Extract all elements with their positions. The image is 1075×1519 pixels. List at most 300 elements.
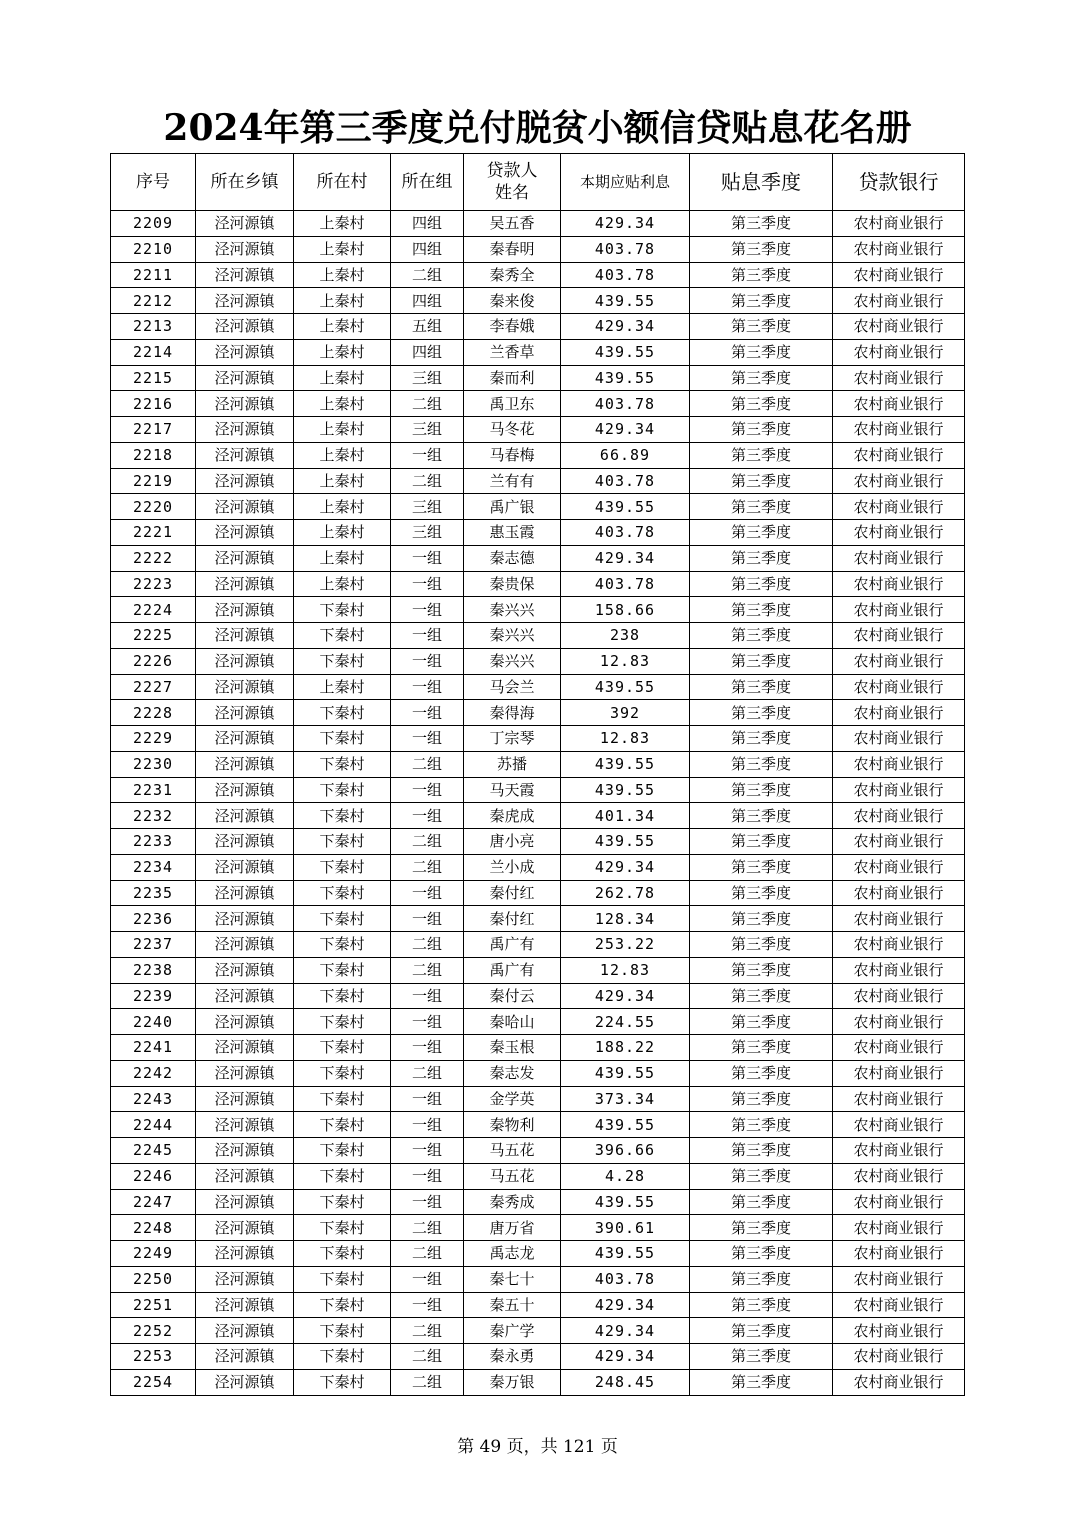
quarter-cell: 第三季度 bbox=[690, 288, 833, 314]
group-cell: 一组 bbox=[391, 803, 464, 829]
town-cell: 泾河源镇 bbox=[196, 1035, 294, 1061]
village-cell: 下秦村 bbox=[294, 726, 391, 752]
interest-cell: 429.34 bbox=[561, 1344, 690, 1370]
seq-cell: 2233 bbox=[111, 829, 196, 855]
interest-cell: 403.78 bbox=[561, 236, 690, 262]
village-cell: 下秦村 bbox=[294, 1163, 391, 1189]
seq-cell: 2235 bbox=[111, 880, 196, 906]
village-cell: 下秦村 bbox=[294, 1189, 391, 1215]
group-cell: 二组 bbox=[391, 391, 464, 417]
interest-cell: 392 bbox=[561, 700, 690, 726]
village-cell: 上秦村 bbox=[294, 674, 391, 700]
seq-cell: 2212 bbox=[111, 288, 196, 314]
bank-cell: 农村商业银行 bbox=[833, 1112, 965, 1138]
village-cell: 上秦村 bbox=[294, 211, 391, 237]
group-cell: 一组 bbox=[391, 700, 464, 726]
town-cell: 泾河源镇 bbox=[196, 520, 294, 546]
quarter-cell: 第三季度 bbox=[690, 983, 833, 1009]
quarter-cell: 第三季度 bbox=[690, 211, 833, 237]
borrower-cell: 秦兴兴 bbox=[464, 597, 561, 623]
seq-cell: 2225 bbox=[111, 623, 196, 649]
quarter-cell: 第三季度 bbox=[690, 880, 833, 906]
table-row bbox=[111, 829, 965, 855]
borrower-cell: 马会兰 bbox=[464, 674, 561, 700]
borrower-cell: 秦得海 bbox=[464, 700, 561, 726]
village-cell: 下秦村 bbox=[294, 700, 391, 726]
table-row bbox=[111, 262, 965, 288]
seq-cell: 2240 bbox=[111, 1009, 196, 1035]
borrower-cell: 李春娥 bbox=[464, 314, 561, 340]
group-cell: 二组 bbox=[391, 957, 464, 983]
table-row bbox=[111, 571, 965, 597]
town-cell: 泾河源镇 bbox=[196, 494, 294, 520]
borrower-cell: 秦万银 bbox=[464, 1369, 561, 1395]
town-cell: 泾河源镇 bbox=[196, 1060, 294, 1086]
group-cell: 一组 bbox=[391, 777, 464, 803]
table-row bbox=[111, 442, 965, 468]
town-cell: 泾河源镇 bbox=[196, 854, 294, 880]
seq-cell: 2251 bbox=[111, 1292, 196, 1318]
seq-cell: 2222 bbox=[111, 545, 196, 571]
group-cell: 二组 bbox=[391, 1241, 464, 1267]
table-row bbox=[111, 1138, 965, 1164]
quarter-cell: 第三季度 bbox=[690, 803, 833, 829]
borrower-cell: 秦来俊 bbox=[464, 288, 561, 314]
seq-cell: 2210 bbox=[111, 236, 196, 262]
village-cell: 下秦村 bbox=[294, 1035, 391, 1061]
group-cell: 一组 bbox=[391, 1189, 464, 1215]
village-cell: 下秦村 bbox=[294, 983, 391, 1009]
seq-cell: 2248 bbox=[111, 1215, 196, 1241]
village-cell: 上秦村 bbox=[294, 468, 391, 494]
seq-cell: 2220 bbox=[111, 494, 196, 520]
table-row bbox=[111, 597, 965, 623]
bank-cell: 农村商业银行 bbox=[833, 1035, 965, 1061]
town-cell: 泾河源镇 bbox=[196, 1369, 294, 1395]
interest-cell: 4.28 bbox=[561, 1163, 690, 1189]
seq-cell: 2232 bbox=[111, 803, 196, 829]
seq-cell: 2226 bbox=[111, 648, 196, 674]
town-cell: 泾河源镇 bbox=[196, 648, 294, 674]
bank-cell: 农村商业银行 bbox=[833, 468, 965, 494]
bank-cell: 农村商业银行 bbox=[833, 932, 965, 958]
quarter-cell: 第三季度 bbox=[690, 236, 833, 262]
bank-cell: 农村商业银行 bbox=[833, 880, 965, 906]
table-row bbox=[111, 1086, 965, 1112]
town-cell: 泾河源镇 bbox=[196, 1215, 294, 1241]
bank-cell: 农村商业银行 bbox=[833, 494, 965, 520]
village-cell: 下秦村 bbox=[294, 751, 391, 777]
seq-cell: 2238 bbox=[111, 957, 196, 983]
bank-cell: 农村商业银行 bbox=[833, 365, 965, 391]
quarter-cell: 第三季度 bbox=[690, 777, 833, 803]
group-cell: 一组 bbox=[391, 1163, 464, 1189]
seq-cell: 2249 bbox=[111, 1241, 196, 1267]
town-cell: 泾河源镇 bbox=[196, 1086, 294, 1112]
header-seq: 序号 bbox=[111, 154, 196, 211]
bank-cell: 农村商业银行 bbox=[833, 571, 965, 597]
town-cell: 泾河源镇 bbox=[196, 571, 294, 597]
quarter-cell: 第三季度 bbox=[690, 1318, 833, 1344]
village-cell: 上秦村 bbox=[294, 339, 391, 365]
seq-cell: 2246 bbox=[111, 1163, 196, 1189]
interest-cell: 429.34 bbox=[561, 314, 690, 340]
seq-cell: 2234 bbox=[111, 854, 196, 880]
town-cell: 泾河源镇 bbox=[196, 1112, 294, 1138]
town-cell: 泾河源镇 bbox=[196, 674, 294, 700]
town-cell: 泾河源镇 bbox=[196, 957, 294, 983]
village-cell: 下秦村 bbox=[294, 1241, 391, 1267]
bank-cell: 农村商业银行 bbox=[833, 236, 965, 262]
quarter-cell: 第三季度 bbox=[690, 1215, 833, 1241]
table-row bbox=[111, 1163, 965, 1189]
town-cell: 泾河源镇 bbox=[196, 314, 294, 340]
table-row bbox=[111, 520, 965, 546]
interest-cell: 429.34 bbox=[561, 1292, 690, 1318]
interest-cell: 12.83 bbox=[561, 648, 690, 674]
bank-cell: 农村商业银行 bbox=[833, 803, 965, 829]
borrower-cell: 秦广学 bbox=[464, 1318, 561, 1344]
bank-cell: 农村商业银行 bbox=[833, 700, 965, 726]
town-cell: 泾河源镇 bbox=[196, 880, 294, 906]
quarter-cell: 第三季度 bbox=[690, 391, 833, 417]
borrower-cell: 丁宗琴 bbox=[464, 726, 561, 752]
quarter-cell: 第三季度 bbox=[690, 1344, 833, 1370]
borrower-cell: 秦五十 bbox=[464, 1292, 561, 1318]
borrower-cell: 禹广有 bbox=[464, 957, 561, 983]
bank-cell: 农村商业银行 bbox=[833, 339, 965, 365]
interest-cell: 439.55 bbox=[561, 777, 690, 803]
town-cell: 泾河源镇 bbox=[196, 726, 294, 752]
interest-cell: 390.61 bbox=[561, 1215, 690, 1241]
quarter-cell: 第三季度 bbox=[690, 932, 833, 958]
group-cell: 二组 bbox=[391, 1318, 464, 1344]
town-cell: 泾河源镇 bbox=[196, 983, 294, 1009]
table-row bbox=[111, 1112, 965, 1138]
village-cell: 下秦村 bbox=[294, 1318, 391, 1344]
interest-cell: 429.34 bbox=[561, 211, 690, 237]
borrower-cell: 唐万省 bbox=[464, 1215, 561, 1241]
town-cell: 泾河源镇 bbox=[196, 1189, 294, 1215]
village-cell: 上秦村 bbox=[294, 417, 391, 443]
group-cell: 一组 bbox=[391, 906, 464, 932]
borrower-cell: 秦物利 bbox=[464, 1112, 561, 1138]
seq-cell: 2244 bbox=[111, 1112, 196, 1138]
group-cell: 四组 bbox=[391, 288, 464, 314]
table-row bbox=[111, 674, 965, 700]
table-row bbox=[111, 1215, 965, 1241]
seq-cell: 2236 bbox=[111, 906, 196, 932]
group-cell: 五组 bbox=[391, 314, 464, 340]
quarter-cell: 第三季度 bbox=[690, 417, 833, 443]
borrower-cell: 惠玉霞 bbox=[464, 520, 561, 546]
group-cell: 三组 bbox=[391, 417, 464, 443]
seq-cell: 2242 bbox=[111, 1060, 196, 1086]
seq-cell: 2250 bbox=[111, 1266, 196, 1292]
village-cell: 下秦村 bbox=[294, 1266, 391, 1292]
group-cell: 二组 bbox=[391, 829, 464, 855]
interest-cell: 439.55 bbox=[561, 339, 690, 365]
borrower-cell: 马五花 bbox=[464, 1163, 561, 1189]
seq-cell: 2253 bbox=[111, 1344, 196, 1370]
quarter-cell: 第三季度 bbox=[690, 1241, 833, 1267]
table-row bbox=[111, 906, 965, 932]
borrower-cell: 秦付红 bbox=[464, 906, 561, 932]
borrower-cell: 吴五香 bbox=[464, 211, 561, 237]
quarter-cell: 第三季度 bbox=[690, 1138, 833, 1164]
bank-cell: 农村商业银行 bbox=[833, 1086, 965, 1112]
seq-cell: 2230 bbox=[111, 751, 196, 777]
bank-cell: 农村商业银行 bbox=[833, 262, 965, 288]
town-cell: 泾河源镇 bbox=[196, 1138, 294, 1164]
interest-cell: 238 bbox=[561, 623, 690, 649]
bank-cell: 农村商业银行 bbox=[833, 391, 965, 417]
group-cell: 二组 bbox=[391, 1215, 464, 1241]
bank-cell: 农村商业银行 bbox=[833, 417, 965, 443]
quarter-cell: 第三季度 bbox=[690, 1060, 833, 1086]
interest-cell: 403.78 bbox=[561, 520, 690, 546]
town-cell: 泾河源镇 bbox=[196, 468, 294, 494]
bank-cell: 农村商业银行 bbox=[833, 1241, 965, 1267]
quarter-cell: 第三季度 bbox=[690, 1112, 833, 1138]
quarter-cell: 第三季度 bbox=[690, 957, 833, 983]
table-row bbox=[111, 1369, 965, 1395]
quarter-cell: 第三季度 bbox=[690, 545, 833, 571]
village-cell: 下秦村 bbox=[294, 623, 391, 649]
table-row bbox=[111, 957, 965, 983]
bank-cell: 农村商业银行 bbox=[833, 983, 965, 1009]
interest-cell: 403.78 bbox=[561, 391, 690, 417]
village-cell: 下秦村 bbox=[294, 854, 391, 880]
village-cell: 下秦村 bbox=[294, 1138, 391, 1164]
bank-cell: 农村商业银行 bbox=[833, 674, 965, 700]
town-cell: 泾河源镇 bbox=[196, 623, 294, 649]
quarter-cell: 第三季度 bbox=[690, 1086, 833, 1112]
village-cell: 下秦村 bbox=[294, 648, 391, 674]
town-cell: 泾河源镇 bbox=[196, 1009, 294, 1035]
table-row bbox=[111, 417, 965, 443]
table-row bbox=[111, 932, 965, 958]
group-cell: 一组 bbox=[391, 597, 464, 623]
quarter-cell: 第三季度 bbox=[690, 520, 833, 546]
table-header-row bbox=[111, 154, 965, 211]
group-cell: 二组 bbox=[391, 262, 464, 288]
bank-cell: 农村商业银行 bbox=[833, 1266, 965, 1292]
group-cell: 四组 bbox=[391, 211, 464, 237]
quarter-cell: 第三季度 bbox=[690, 1292, 833, 1318]
borrower-cell: 秦付云 bbox=[464, 983, 561, 1009]
quarter-cell: 第三季度 bbox=[690, 1163, 833, 1189]
town-cell: 泾河源镇 bbox=[196, 442, 294, 468]
town-cell: 泾河源镇 bbox=[196, 236, 294, 262]
group-cell: 一组 bbox=[391, 623, 464, 649]
interest-cell: 439.55 bbox=[561, 829, 690, 855]
header-town: 所在乡镇 bbox=[196, 154, 294, 211]
table-row bbox=[111, 751, 965, 777]
village-cell: 下秦村 bbox=[294, 957, 391, 983]
bank-cell: 农村商业银行 bbox=[833, 1215, 965, 1241]
table-row bbox=[111, 314, 965, 340]
group-cell: 一组 bbox=[391, 545, 464, 571]
borrower-cell: 秦兴兴 bbox=[464, 623, 561, 649]
quarter-cell: 第三季度 bbox=[690, 726, 833, 752]
group-cell: 二组 bbox=[391, 1344, 464, 1370]
header-borrower bbox=[464, 154, 561, 211]
header-quarter: 贴息季度 bbox=[690, 154, 833, 211]
village-cell: 上秦村 bbox=[294, 314, 391, 340]
interest-cell: 439.55 bbox=[561, 365, 690, 391]
village-cell: 下秦村 bbox=[294, 777, 391, 803]
quarter-cell: 第三季度 bbox=[690, 1266, 833, 1292]
quarter-cell: 第三季度 bbox=[690, 751, 833, 777]
town-cell: 泾河源镇 bbox=[196, 777, 294, 803]
table-row bbox=[111, 1266, 965, 1292]
table-row bbox=[111, 623, 965, 649]
town-cell: 泾河源镇 bbox=[196, 906, 294, 932]
village-cell: 下秦村 bbox=[294, 1369, 391, 1395]
table-row bbox=[111, 777, 965, 803]
group-cell: 三组 bbox=[391, 494, 464, 520]
town-cell: 泾河源镇 bbox=[196, 829, 294, 855]
borrower-cell: 秦春明 bbox=[464, 236, 561, 262]
interest-cell: 429.34 bbox=[561, 545, 690, 571]
interest-cell: 188.22 bbox=[561, 1035, 690, 1061]
town-cell: 泾河源镇 bbox=[196, 1241, 294, 1267]
table-row bbox=[111, 211, 965, 237]
table-row bbox=[111, 494, 965, 520]
table-body bbox=[111, 211, 965, 1396]
group-cell: 二组 bbox=[391, 1060, 464, 1086]
bank-cell: 农村商业银行 bbox=[833, 545, 965, 571]
group-cell: 一组 bbox=[391, 1138, 464, 1164]
town-cell: 泾河源镇 bbox=[196, 1163, 294, 1189]
interest-cell: 439.55 bbox=[561, 751, 690, 777]
town-cell: 泾河源镇 bbox=[196, 339, 294, 365]
borrower-cell: 秦七十 bbox=[464, 1266, 561, 1292]
town-cell: 泾河源镇 bbox=[196, 597, 294, 623]
interest-cell: 12.83 bbox=[561, 726, 690, 752]
borrower-cell: 秦志德 bbox=[464, 545, 561, 571]
quarter-cell: 第三季度 bbox=[690, 1035, 833, 1061]
interest-cell: 158.66 bbox=[561, 597, 690, 623]
page-footer: 第 49 页，共 121 页 bbox=[457, 1437, 618, 1457]
town-cell: 泾河源镇 bbox=[196, 365, 294, 391]
group-cell: 三组 bbox=[391, 520, 464, 546]
interest-cell: 429.34 bbox=[561, 1318, 690, 1344]
quarter-cell: 第三季度 bbox=[690, 262, 833, 288]
table-row bbox=[111, 803, 965, 829]
group-cell: 一组 bbox=[391, 1112, 464, 1138]
interest-cell: 128.34 bbox=[561, 906, 690, 932]
seq-cell: 2229 bbox=[111, 726, 196, 752]
village-cell: 下秦村 bbox=[294, 829, 391, 855]
bank-cell: 农村商业银行 bbox=[833, 648, 965, 674]
seq-cell: 2245 bbox=[111, 1138, 196, 1164]
bank-cell: 农村商业银行 bbox=[833, 1292, 965, 1318]
header-bank: 贷款银行 bbox=[833, 154, 965, 211]
table-row bbox=[111, 983, 965, 1009]
seq-cell: 2224 bbox=[111, 597, 196, 623]
table-row bbox=[111, 545, 965, 571]
village-cell: 下秦村 bbox=[294, 880, 391, 906]
quarter-cell: 第三季度 bbox=[690, 339, 833, 365]
header-village: 所在村 bbox=[294, 154, 391, 211]
seq-cell: 2214 bbox=[111, 339, 196, 365]
group-cell: 一组 bbox=[391, 726, 464, 752]
seq-cell: 2211 bbox=[111, 262, 196, 288]
village-cell: 下秦村 bbox=[294, 1009, 391, 1035]
town-cell: 泾河源镇 bbox=[196, 1344, 294, 1370]
bank-cell: 农村商业银行 bbox=[833, 1060, 965, 1086]
borrower-cell: 兰有有 bbox=[464, 468, 561, 494]
quarter-cell: 第三季度 bbox=[690, 571, 833, 597]
borrower-cell: 禹志龙 bbox=[464, 1241, 561, 1267]
table-row bbox=[111, 1009, 965, 1035]
town-cell: 泾河源镇 bbox=[196, 1292, 294, 1318]
group-cell: 一组 bbox=[391, 648, 464, 674]
interest-cell: 429.34 bbox=[561, 417, 690, 443]
group-cell: 二组 bbox=[391, 854, 464, 880]
group-cell: 四组 bbox=[391, 339, 464, 365]
borrower-cell: 秦而利 bbox=[464, 365, 561, 391]
quarter-cell: 第三季度 bbox=[690, 442, 833, 468]
group-cell: 一组 bbox=[391, 1292, 464, 1318]
table-row bbox=[111, 1035, 965, 1061]
bank-cell: 农村商业银行 bbox=[833, 597, 965, 623]
borrower-cell: 禹广有 bbox=[464, 932, 561, 958]
borrower-cell: 秦秀成 bbox=[464, 1189, 561, 1215]
borrower-cell: 兰小成 bbox=[464, 854, 561, 880]
bank-cell: 农村商业银行 bbox=[833, 442, 965, 468]
seq-cell: 2241 bbox=[111, 1035, 196, 1061]
village-cell: 上秦村 bbox=[294, 288, 391, 314]
borrower-cell: 禹广银 bbox=[464, 494, 561, 520]
quarter-cell: 第三季度 bbox=[690, 623, 833, 649]
village-cell: 下秦村 bbox=[294, 803, 391, 829]
borrower-cell: 马冬花 bbox=[464, 417, 561, 443]
town-cell: 泾河源镇 bbox=[196, 391, 294, 417]
bank-cell: 农村商业银行 bbox=[833, 1318, 965, 1344]
bank-cell: 农村商业银行 bbox=[833, 1138, 965, 1164]
quarter-cell: 第三季度 bbox=[690, 365, 833, 391]
seq-cell: 2247 bbox=[111, 1189, 196, 1215]
table-row bbox=[111, 288, 965, 314]
interest-cell: 403.78 bbox=[561, 571, 690, 597]
town-cell: 泾河源镇 bbox=[196, 932, 294, 958]
interest-cell: 439.55 bbox=[561, 494, 690, 520]
header-interest: 本期应贴利息 bbox=[561, 154, 690, 211]
quarter-cell: 第三季度 bbox=[690, 648, 833, 674]
interest-cell: 253.22 bbox=[561, 932, 690, 958]
table-row bbox=[111, 700, 965, 726]
bank-cell: 农村商业银行 bbox=[833, 314, 965, 340]
quarter-cell: 第三季度 bbox=[690, 1369, 833, 1395]
interest-cell: 262.78 bbox=[561, 880, 690, 906]
quarter-cell: 第三季度 bbox=[690, 1009, 833, 1035]
borrower-cell: 秦永勇 bbox=[464, 1344, 561, 1370]
town-cell: 泾河源镇 bbox=[196, 751, 294, 777]
village-cell: 下秦村 bbox=[294, 906, 391, 932]
table-row bbox=[111, 1189, 965, 1215]
town-cell: 泾河源镇 bbox=[196, 262, 294, 288]
group-cell: 一组 bbox=[391, 1035, 464, 1061]
interest-cell: 248.45 bbox=[561, 1369, 690, 1395]
bank-cell: 农村商业银行 bbox=[833, 777, 965, 803]
borrower-cell: 秦哈山 bbox=[464, 1009, 561, 1035]
borrower-cell: 秦兴兴 bbox=[464, 648, 561, 674]
quarter-cell: 第三季度 bbox=[690, 854, 833, 880]
group-cell: 一组 bbox=[391, 674, 464, 700]
